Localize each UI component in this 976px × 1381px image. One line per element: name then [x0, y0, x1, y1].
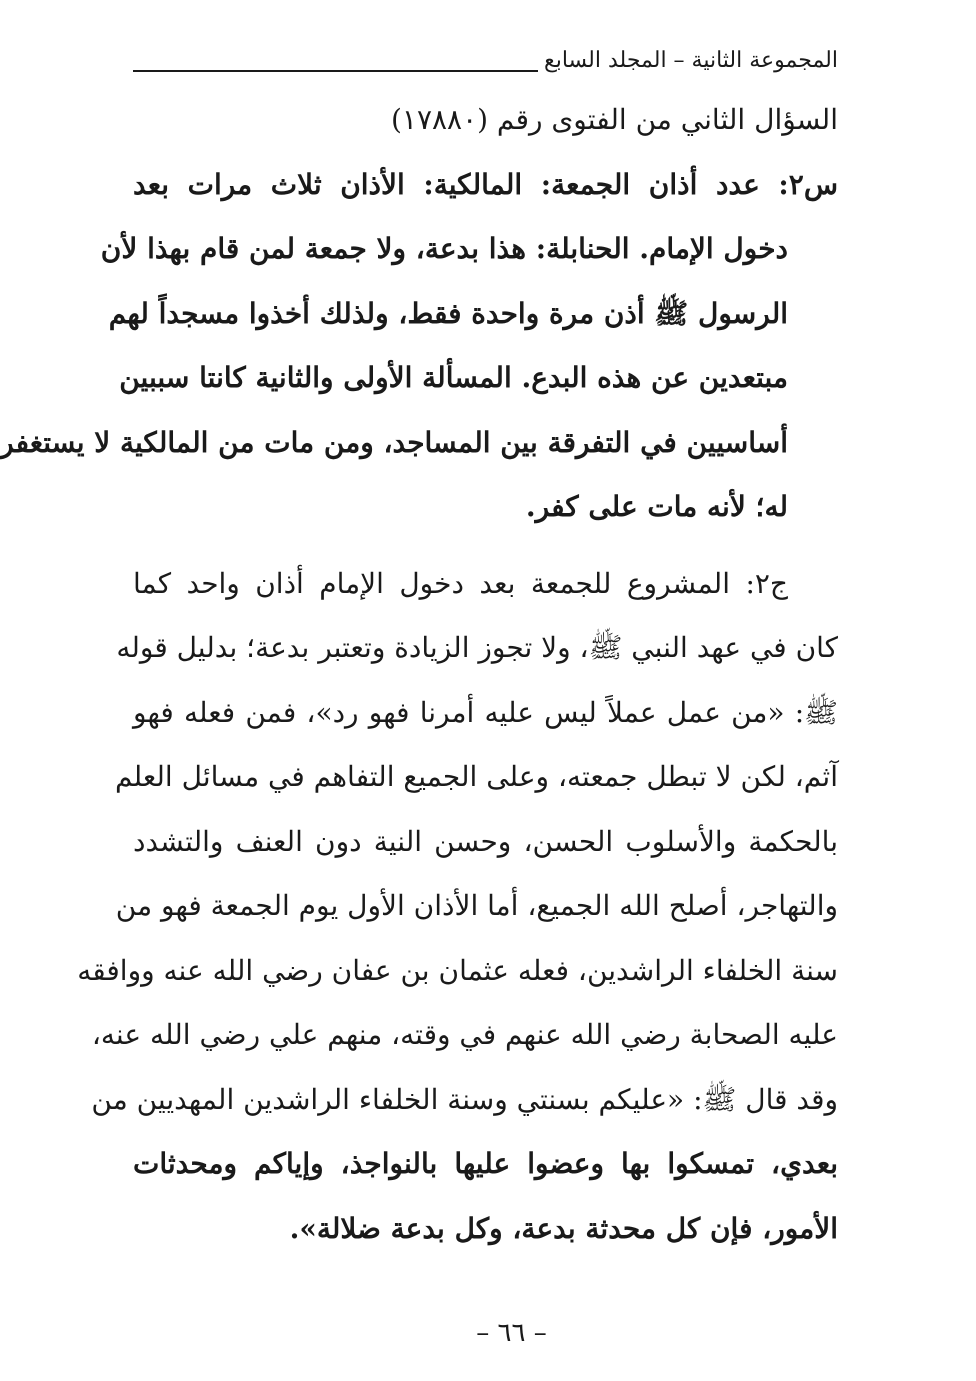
header-rule [133, 70, 538, 72]
answer-line: ﷺ: «من عمل عملاً ليس عليه أمرنا فهو رد»، فمن فعله فهو [133, 695, 838, 729]
answer-line: وقد قال ﷺ: «عليكم بسنتي وسنة الخلفاء الراشدين المهديين من [91, 1082, 838, 1116]
answer-paragraph [77, 552, 838, 1262]
question-heading: السؤال الثاني من الفتوى رقم (١٧٨٨٠) [390, 103, 838, 136]
answer-line: ج٢: المشروع للجمعة بعد دخول الإمام أذان واحد كما [133, 566, 788, 600]
question-line: دخول الإمام. الحنابلة: هذا بدعة، ولا جمعة لمن قام بهذا لأن [100, 232, 788, 265]
answer-line: بالحكمة والأسلوب الحسن، وحسن النية دون العنف والتشدد [133, 824, 838, 858]
answer-line: الأمور، فإن كل محدثة بدعة، وكل بدعة ضلالة». [289, 1211, 838, 1245]
running-header [133, 36, 838, 76]
answer-line: بعدي، تمسكوا بها وعضوا عليها بالنواجذ، وإياكم ومحدثات [133, 1147, 838, 1180]
question-line: س٢: عدد أذان الجمعة: المالكية: الأذان ثلاث مرات بعد [133, 167, 838, 201]
question-paragraph [0, 153, 838, 540]
question-line: أساسيين في التفرقة بين المساجد، ومن مات من المالكية لا يستغفر [0, 425, 788, 459]
question-line: مبتعدين عن هذه البدع. المسألة الأولى والثانية كانتا سببين [119, 361, 788, 394]
running-title: المجموعة الثانية – المجلد السابع [544, 48, 838, 73]
answer-line: كان في عهد النبي ﷺ، ولا تجوز الزيادة وتعتبر بدعة؛ بدليل قوله [116, 631, 838, 664]
question-line: له؛ لأنه مات على كفر. [525, 490, 788, 523]
page-body [0, 88, 838, 1261]
question-line: الرسول ﷺ أذن مرة واحدة فقط، ولذلك أخذوا مسجداً لهم [108, 296, 788, 330]
answer-line: آثم، لكن لا تبطل جمعته، وعلى الجميع التفاهم في مسائل العلم [114, 760, 838, 793]
answer-line: والتهاجر، أصلح الله الجميع، أما الأذان الأول يوم الجمعة فهو من [115, 889, 838, 922]
answer-line: سنة الخلفاء الراشدين، فعله عثمان بن عفان رضي الله عنه ووافقه [77, 953, 838, 987]
answer-line: عليه الصحابة رضي الله عنهم في وقته، منهم علي رضي الله عنه، [91, 1018, 838, 1051]
page-number: – ٦٦ – [476, 1318, 547, 1348]
